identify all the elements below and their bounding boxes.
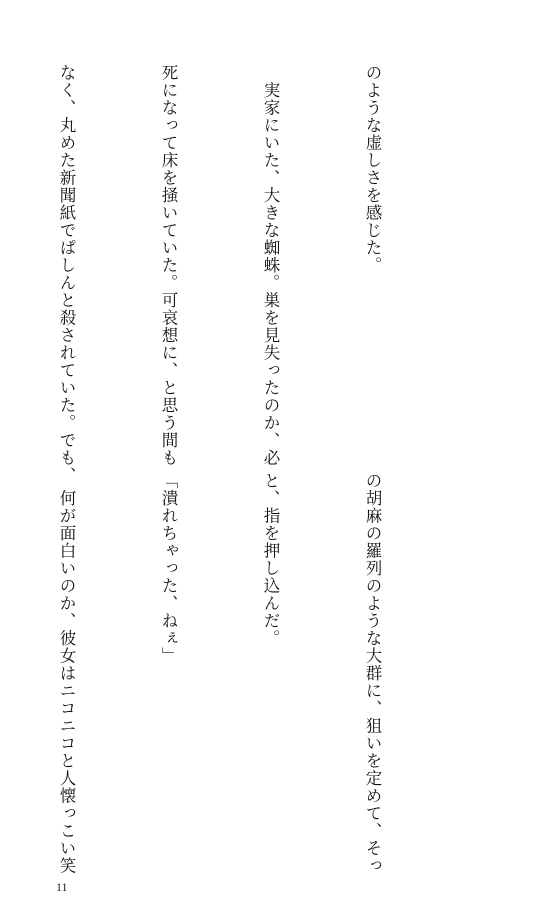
text-line: の胡麻の羅列のような大群に、狙いを定めて、そっ — [363, 472, 382, 875]
upper-text-block — [57, 64, 457, 484]
text-line: 死になって床を掻いていた。可哀想に、と思う間も — [159, 64, 178, 467]
text-line: のような虚しさを感じた。 — [363, 64, 382, 274]
text-line: 「潰れちゃった、ねぇ」 — [159, 472, 178, 665]
text-line: 実家にいた、大きな蜘蛛。巣を見失ったのか、必 — [261, 64, 280, 467]
text-line: 何が面白いのか、彼女はニコニコと人懐っこい笑 — [57, 472, 76, 875]
lower-text-block — [57, 472, 457, 875]
page-number: 11 — [56, 880, 68, 894]
text-line: と、指を押し込んだ。 — [261, 472, 280, 647]
text-line: なく、丸めた新聞紙でぱしんと殺されていた。でも、 — [57, 64, 76, 484]
